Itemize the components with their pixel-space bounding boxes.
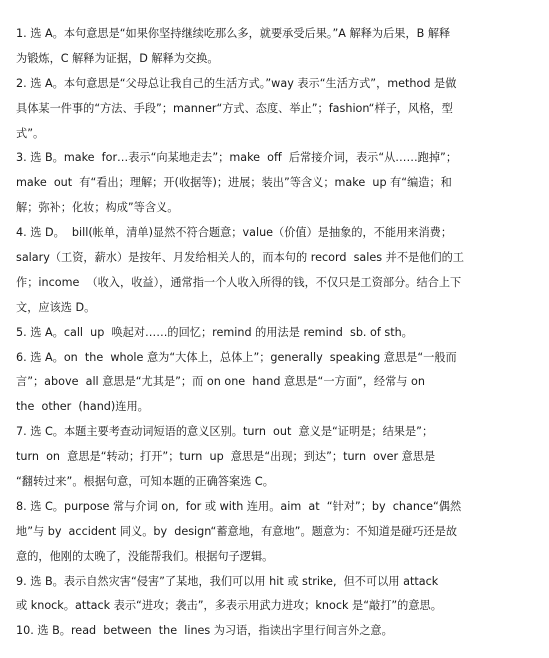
text-line: 意的，他刚的太晚了，没能帮我们。根据句子逻辑。 <box>16 549 274 563</box>
text-line: salary（工资，薪水）是按年、月发给相关人的，而本句的 record sales 并不是他们的工 <box>16 251 464 265</box>
text-line: 4. 选 D。 bill(帐单，清单)显然不符合题意；value（价值）是抽象的，不能用来消费； <box>16 226 453 240</box>
text-line: 6. 选 A。on the whole 意为“大体上，总体上”；generally speaking 意思是“一般而 <box>16 350 457 364</box>
text-line: 5. 选 A。call up 唤起对……的回忆；remind 的用法是 remind sb. of sth。 <box>16 325 413 339</box>
text-line: 言”；above all 意思是“尤其是”；而 on one hand 意思是“一方面”，经常与 on <box>16 375 425 389</box>
text-line: 具体某一件事的“方法、手段”；manner“方式、态度、举止”；fashion“样子，风格，型 <box>16 101 453 115</box>
text-line: turn on 意思是“转动；打开”；turn up 意思是“出现；到达”；turn over 意思是 <box>16 450 436 464</box>
text-line: 9. 选 B。表示自然灾害“侵害”了某地，我们可以用 hit 或 strike, 但不可以用 attack <box>16 574 439 588</box>
text-line: 文，应该选 D。 <box>16 300 96 314</box>
text-line: 7. 选 C。本题主要考查动词短语的意义区别。turn out 意义是“证明是；结果是”； <box>16 425 434 439</box>
text-line: 地”与 by accident 同义。by design“蓄意地，有意地”。题意为：不知道是碰巧还是故 <box>16 524 458 538</box>
text-line: 8. 选 C。purpose 常与介词 on, for 或 with 连用。aim at “针对”；by chance“偶然 <box>16 499 462 513</box>
text-line: 2. 选 A。本句意思是“父母总让我自己的生活方式。”way 表示“生活方式”，method 是做 <box>16 76 457 90</box>
text-line: 式”。 <box>16 126 45 140</box>
answer-explanations <box>16 22 534 644</box>
text-line: 或 knock。attack 表示“进攻；袭击”，多表示用武力进攻；knock 是“敲打”的意思。 <box>16 599 442 613</box>
text-line: 10. 选 B。read between the lines 为习语，指读出字里行间言外之意。 <box>16 624 393 638</box>
text-line: 3. 选 B。make for…表示“向某地走去”；make off 后常接介词，表示“从……跑掉”； <box>16 151 458 165</box>
text-line: 1. 选 A。本句意思是“如果你坚持继续吃那么多，就要承受后果。”A 解释为后果，B 解释 <box>16 27 451 40</box>
text-line: make out 有“看出；理解；开(收据等)；进展；装出”等含义；make up 有“编造；和 <box>16 176 452 190</box>
text-line: 作；income （收入，收益），通常指一个人收入所得的钱，不仅只是工资部分。结合上下 <box>16 275 462 289</box>
text-line: 解；弥补；化妆；构成”等含义。 <box>16 201 179 215</box>
text-line: the other (hand)连用。 <box>16 400 149 414</box>
text-line: “翻转过来”。根据句意，可知本题的正确答案选 C。 <box>16 475 274 489</box>
text-line: 为锻炼，C 解释为证据，D 解释为交换。 <box>16 51 219 65</box>
